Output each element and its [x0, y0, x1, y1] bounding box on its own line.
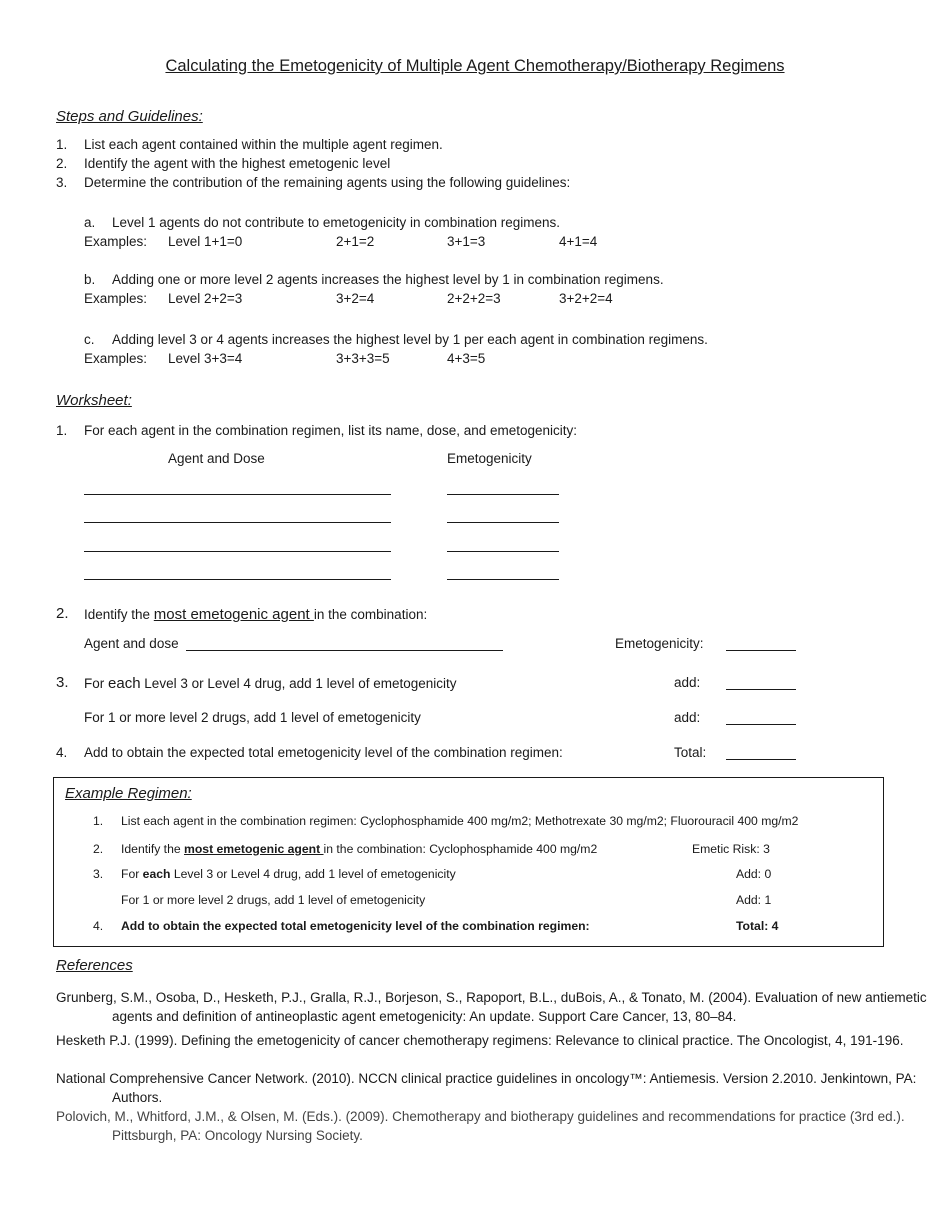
example-value: 3+2=4	[336, 291, 375, 306]
total-value-blank[interactable]	[726, 759, 796, 760]
worksheet-item-text: For each Level 3 or Level 4 drug, add 1 level of emetogenicity	[84, 675, 457, 692]
add-value-blank[interactable]	[726, 689, 796, 690]
step-text: List each agent contained within the multiple agent regimen.	[84, 137, 443, 152]
examples-label: Examples:	[84, 291, 148, 306]
reference-entry: Hesketh P.J. (1999). Defining the emetogenicity of cancer chemotherapy regimens: Relevance to clinical practice. The Oncologist, 4, 191-196.	[56, 1033, 904, 1048]
example-value: 2+1=2	[336, 234, 375, 249]
worksheet-item-number: 4.	[56, 745, 68, 760]
example-item-text: Identify the most emetogenic agent in the combination: Cyclophosphamide 400 mg/m2	[121, 842, 598, 856]
total-value: Total: 4	[736, 919, 779, 933]
agent-dose-label: Agent and dose	[84, 636, 179, 651]
step-number: 3.	[56, 175, 68, 190]
guideline-letter: c.	[84, 332, 95, 347]
example-value: 2+2+2=3	[447, 291, 501, 306]
worksheet-item-text: Add to obtain the expected total emetogenicity level of the combination regimen:	[84, 745, 563, 760]
most-emetogenic-emphasis: most emetogenic agent	[184, 842, 324, 856]
worksheet-item-text: For 1 or more level 2 drugs, add 1 level of emetogenicity	[84, 710, 421, 725]
emetogenicity-value-blank[interactable]	[726, 650, 796, 651]
step-number: 1.	[56, 137, 68, 152]
example-item-text: For 1 or more level 2 drugs, add 1 level of emetogenicity	[121, 893, 426, 907]
example-value: 4+1=4	[559, 234, 598, 249]
agent-dose-blank[interactable]	[84, 522, 391, 523]
reference-entry: Grunberg, S.M., Osoba, D., Hesketh, P.J., Gralla, R.J., Borjeson, S., Rapoport, B.L., duBois, A., & Tonato, M. (2004). Evaluation of new antiemetic agents and definition of antineoplastic agent emetogenicity: An update. Support Care Cancer, 13, 80–84.	[56, 990, 927, 1024]
agent-dose-blank[interactable]	[84, 551, 391, 552]
agent-dose-blank[interactable]	[84, 494, 391, 495]
total-label: Total:	[674, 745, 707, 760]
example-heading: Example Regimen:	[65, 785, 192, 802]
guideline-letter: b.	[84, 272, 96, 287]
add-label: add:	[674, 675, 701, 690]
emetic-risk-value: Emetic Risk: 3	[692, 842, 770, 856]
example-value: 3+3+3=5	[336, 351, 390, 366]
worksheet-item-text: Identify the most emetogenic agent in the combination:	[84, 606, 428, 623]
example-item-number: 1.	[93, 814, 104, 828]
guideline-text: Adding level 3 or 4 agents increases the highest level by 1 per each agent in combination regimens.	[112, 332, 708, 347]
guideline-text: Level 1 agents do not contribute to emetogenicity in combination regimens.	[112, 215, 561, 230]
emetogenicity-blank[interactable]	[447, 522, 559, 523]
reference-entry: Polovich, M., Whitford, J.M., & Olsen, M. (Eds.). (2009). Chemotherapy and biotherapy guidelines and recommendations for practice (3rd ed.). Pittsburgh, PA: Oncology Nursing Society.	[56, 1109, 905, 1143]
most-emetogenic-agent-blank[interactable]	[186, 650, 503, 651]
step-text: Identify the agent with the highest emetogenic level	[84, 156, 391, 171]
guideline-text: Adding one or more level 2 agents increases the highest level by 1 in combination regimens.	[112, 272, 664, 287]
reference-entry: National Comprehensive Cancer Network. (2010). NCCN clinical practice guidelines in oncology™: Antiemesis. Version 2.2010. Jenkintown, PA: Authors.	[56, 1071, 917, 1105]
add-value: Add: 0	[736, 867, 772, 881]
example-item-number: 3.	[93, 867, 104, 881]
example-value: 3+1=3	[447, 234, 486, 249]
examples-label: Examples:	[84, 351, 148, 366]
worksheet-heading: Worksheet:	[56, 392, 132, 409]
examples-label: Examples:	[84, 234, 148, 249]
example-value: 4+3=5	[447, 351, 486, 366]
example-value: Level 1+1=0	[168, 234, 243, 249]
emetogenicity-column-header: Emetogenicity	[447, 451, 532, 466]
add-value-blank[interactable]	[726, 724, 796, 725]
emetogenicity-label: Emetogenicity:	[615, 636, 704, 651]
example-value: Level 3+3=4	[168, 351, 243, 366]
emetogenicity-blank[interactable]	[447, 551, 559, 552]
references-heading: References	[56, 957, 133, 974]
agent-dose-blank[interactable]	[84, 579, 391, 580]
worksheet-item-number: 1.	[56, 423, 68, 438]
most-emetogenic-emphasis: most emetogenic agent	[153, 606, 314, 623]
add-value: Add: 1	[736, 893, 772, 907]
worksheet-item-number: 2.	[56, 605, 69, 622]
agent-dose-column-header: Agent and Dose	[168, 451, 265, 466]
example-value: Level 2+2=3	[168, 291, 243, 306]
example-item-text: For each Level 3 or Level 4 drug, add 1 level of emetogenicity	[121, 867, 456, 881]
emetogenicity-blank[interactable]	[447, 579, 559, 580]
page-title: Calculating the Emetogenicity of Multiple Agent Chemotherapy/Biotherapy Regimens	[165, 57, 785, 75]
step-text: Determine the contribution of the remaining agents using the following guidelines:	[84, 175, 571, 190]
example-value: 3+2+2=4	[559, 291, 613, 306]
example-item-number: 4.	[93, 919, 104, 933]
example-item-number: 2.	[93, 842, 104, 856]
guideline-letter: a.	[84, 215, 96, 230]
steps-heading: Steps and Guidelines:	[56, 108, 203, 125]
add-label: add:	[674, 710, 701, 725]
example-item-text: Add to obtain the expected total emetogenicity level of the combination regimen:	[121, 919, 590, 933]
worksheet-item-number: 3.	[56, 674, 69, 691]
emetogenicity-blank[interactable]	[447, 494, 559, 495]
worksheet-item-text: For each agent in the combination regimen, list its name, dose, and emetogenicity:	[84, 423, 578, 438]
step-number: 2.	[56, 156, 68, 171]
example-item-text: List each agent in the combination regimen: Cyclophosphamide 400 mg/m2; Methotrexate 30 mg/m2; Fluorouracil 400 mg/m2	[121, 814, 799, 828]
